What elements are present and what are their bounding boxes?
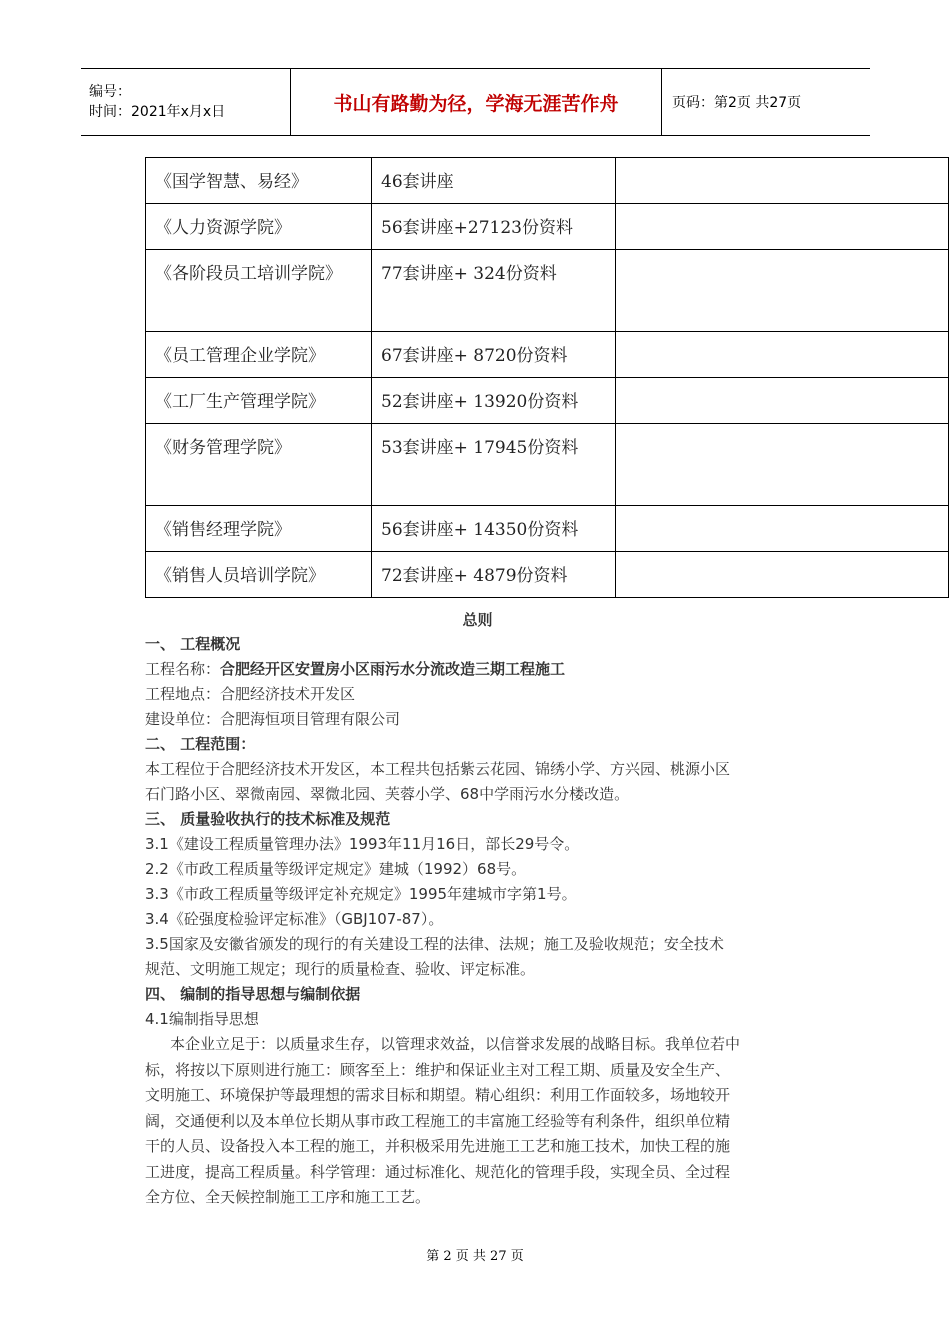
course-name: 《工厂生产管理学院》 [146,378,372,424]
course-content: 72套讲座+ 4879份资料 [372,552,616,598]
page-header [81,68,870,136]
course-content: 52套讲座+ 13920份资料 [372,378,616,424]
course-note [616,204,949,250]
standard-item: 3.3《市政工程质量等级评定补充规定》1995年建城市字第1号。 [145,885,577,903]
section-title: 总则 [462,611,493,629]
table-row [146,250,949,332]
paragraph-line: 标，将按以下原则进行施工：顾客至上：维护和保证业主对工程工期、质量及安全生产、 [145,1060,731,1079]
course-name: 《财务管理学院》 [146,424,372,506]
section-heading-3: 三、 质量验收执行的技术标准及规范 [145,810,391,828]
project-name: 合肥经开区安置房小区雨污水分流改造三期工程施工 [220,660,566,678]
course-note [616,378,949,424]
course-name: 《人力资源学院》 [146,204,372,250]
paragraph-line: 全方位、全天候控制施工工序和施工工艺。 [145,1188,431,1206]
course-content: 56套讲座+ 14350份资料 [372,506,616,552]
course-table [145,157,949,598]
course-content: 67套讲座+ 8720份资料 [372,332,616,378]
table-row [146,552,949,598]
paragraph-line: 干的人员、设备投入本工程的施工，并积极采用先进施工工艺和施工技术，加快工程的施 [145,1137,731,1155]
section-heading-2: 二、 工程范围： [145,735,256,753]
course-note [616,332,949,378]
document-time: 时间：2021年x月x日 [89,104,226,120]
course-name: 《国学智慧、易经》 [146,158,372,204]
course-note [616,158,949,204]
standard-item: 3.4《砼强度检验评定标准》（GBJ107-87）。 [145,910,444,928]
scope-line: 本工程位于合肥经济技术开发区，本工程共包括紫云花园、锦绣小学、方兴园、桃源小区 [145,760,731,778]
table-row [146,506,949,552]
page-footer: 第 2 页 共 27 页 [426,1249,524,1264]
course-name: 《销售人员培训学院》 [146,552,372,598]
header-motto: 书山有路勤为径，学海无涯苦作舟 [291,69,662,136]
paragraph-line: 本企业立足于：以质量求生存，以管理求效益，以信誉求发展的战略目标。我单位若中 [170,1035,741,1053]
paragraph-line: 阔，交通便利以及本单位长期从事市政工程施工的丰富施工经验等有利条件，组织单位精 [145,1111,731,1130]
standard-item: 3.1《建设工程质量管理办法》1993年11月16日，部长29号令。 [145,835,580,853]
standard-item: 规范、文明施工规定；现行的质量检查、验收、评定标准。 [145,960,536,978]
course-content: 53套讲座+ 17945份资料 [372,424,616,506]
table-row [146,204,949,250]
header-page-info: 页码：第2页 共27页 [672,95,802,111]
table-row [146,378,949,424]
standard-item: 2.2《市政工程质量等级评定规定》建城（1992）68号。 [145,860,527,878]
course-name: 《各阶段员工培训学院》 [146,250,372,332]
course-note [616,506,949,552]
paragraph-line: 工进度，提高工程质量。科学管理：通过标准化、规范化的管理手段，实现全员、全过程 [145,1162,731,1181]
course-content: 77套讲座+ 324份资料 [372,250,616,332]
subsection-heading: 4.1编制指导思想 [145,1010,259,1028]
project-name-label: 工程名称： [145,660,221,678]
course-note [616,424,949,506]
paragraph-line: 文明施工、环境保护等最理想的需求目标和期望。精心组织：利用工作面较多，场地较开 [145,1086,731,1104]
document-body [145,608,810,1211]
course-name: 《销售经理学院》 [146,506,372,552]
project-site: 工程地点：合肥经济技术开发区 [145,685,356,703]
table-row [146,332,949,378]
table-row [146,424,949,506]
scope-line: 石门路小区、翠微南园、翠微北园、芙蓉小学、68中学雨污水分楼改造。 [145,785,630,803]
standard-item: 3.5国家及安徽省颁发的现行的有关建设工程的法律、法规；施工及验收规范；安全技术 [145,935,724,953]
project-name-line [145,657,810,682]
project-owner: 建设单位：合肥海恒项目管理有限公司 [145,710,401,728]
course-note [616,552,949,598]
section-heading-1: 一、 工程概况 [145,635,241,653]
course-content: 56套讲座+27123份资料 [372,204,616,250]
header-left [81,69,291,136]
table-row [146,158,949,204]
document-number-label: 编号： [89,84,131,100]
course-content: 46套讲座 [372,158,616,204]
section-heading-4: 四、 编制的指导思想与编制依据 [145,985,361,1003]
course-note [616,250,949,332]
course-name: 《员工管理企业学院》 [146,332,372,378]
